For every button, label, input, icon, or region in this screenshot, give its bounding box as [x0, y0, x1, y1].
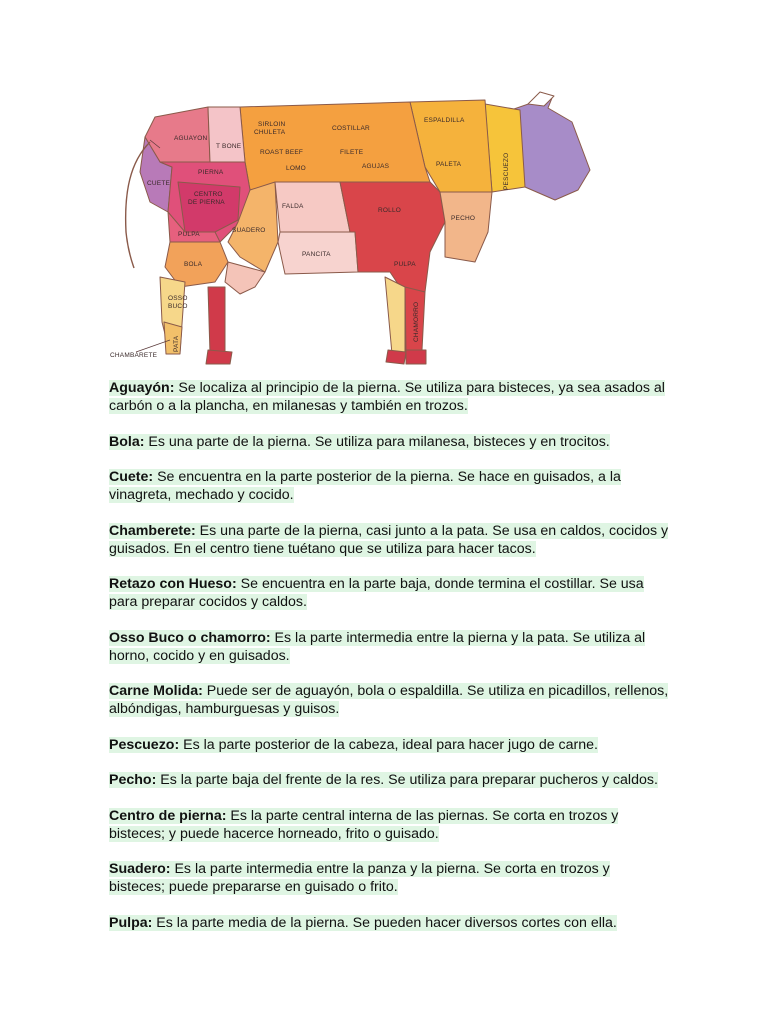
label-espaldilla: ESPALDILLA [424, 117, 465, 124]
label-sirloin: SIRLOIN [258, 121, 286, 128]
definition-term: Osso Buco o chamorro: [109, 629, 271, 646]
chambarete-pointer [136, 340, 170, 352]
label-centro-1: CENTRO [194, 191, 223, 198]
label-tbone: T BONE [216, 143, 242, 150]
label-roastbeef: ROAST BEEF [260, 149, 304, 156]
label-pescuezo: PESCUEZO [503, 152, 510, 190]
definition-chamberete [109, 522, 669, 558]
definition-text: Es una parte de la pierna. Se utiliza para milanesa, bisteces y en trocitos. [144, 433, 610, 450]
definition-pescuezo [109, 736, 669, 754]
definition-pecho [109, 771, 669, 789]
label-chambarete: CHAMBARETE [110, 352, 158, 359]
definition-term: Cuete: [109, 469, 154, 485]
definition-pulpa [109, 914, 669, 932]
label-rollo: ROLLO [378, 207, 402, 214]
definition-text: Puede ser de aguayón, bola o espaldilla. Se utiliza en picadillos, rellenos, albóndigas, hamburguesas y guisos. [109, 683, 669, 717]
definition-osso-buco [109, 629, 669, 665]
definition-text: Se encuentra en la parte posterior de la pierna. Se hace en guisados, a la vinagreta, mechado y cocido. [109, 469, 621, 503]
cow-illustration [100, 82, 620, 382]
label-buco: BUCO [168, 303, 188, 310]
label-bola: BOLA [184, 261, 203, 268]
definition-term: Pecho: [109, 772, 157, 788]
label-costillar: COSTILLAR [332, 125, 370, 132]
label-osso: OSSO [168, 295, 188, 302]
hoof-hind [206, 350, 232, 364]
definition-aguayon [109, 379, 669, 415]
label-pulpa-front: PULPA [394, 261, 416, 268]
hoof-front-2 [406, 350, 426, 364]
definition-text: Es la parte posterior de la cabeza, ideal para hacer jugo de carne. [179, 736, 598, 753]
definition-text: Se encuentra en la parte baja, donde termina el costillar. Se usa para preparar cocidos y caldos. [109, 576, 644, 610]
definition-text: Es la parte intermedia entre la pierna y la pata. Se utiliza al horno, cocido y en guisados. [109, 629, 646, 664]
label-pancita: PANCITA [302, 251, 331, 258]
label-agujas: AGUJAS [362, 163, 390, 170]
definition-text: Es una parte de la pierna, casi junto a la pata. Se usa en caldos, cocidos y guisados. En el centro tiene tuétano que se utiliza para hacer tacos. [109, 522, 669, 557]
definition-text: Es la parte intermedia entre la panza y la pierna. Se corta en trozos y bisteces; puede prepararse en guisado o frito. [109, 861, 610, 895]
definition-carne-molida [109, 682, 669, 718]
definition-text: Se localiza al principio de la pierna. Se utiliza para bisteces, ya sea asados al carbón o a la plancha, en milanesas y también en trozos. [109, 380, 665, 414]
label-lomo: LOMO [286, 165, 306, 172]
definition-bola [109, 433, 669, 451]
hoof-front-1 [386, 350, 406, 364]
definition-term: Aguayón: [109, 380, 175, 396]
definition-term: Carne Molida: [109, 683, 203, 699]
region-rollo [340, 182, 445, 292]
label-centro-2: DE PIERNA [188, 199, 225, 206]
definitions-list [109, 379, 669, 949]
label-pecho: PECHO [451, 215, 476, 222]
definition-text: Es la parte media de la pierna. Se pueden hacer diversos cortes con ella. [152, 914, 617, 931]
definition-text: Es la parte baja del frente de la res. Se utiliza para preparar pucheros y caldos. [156, 772, 658, 788]
label-suadero: SUADERO [232, 227, 266, 234]
region-tbone [208, 107, 245, 162]
label-pata: PATA [173, 335, 180, 352]
definition-cuete [109, 468, 669, 504]
front-leg-1 [385, 277, 405, 354]
definition-term: Centro de pierna: [109, 807, 227, 824]
label-paleta: PALETA [436, 161, 462, 168]
label-chamorro: CHAMORRO [413, 301, 420, 342]
hind-leg-2 [208, 287, 225, 354]
label-pierna: PIERNA [198, 169, 224, 176]
region-sirloin [240, 102, 430, 190]
definition-term: Chamberete: [109, 522, 196, 539]
label-cuete: CUETE [147, 180, 171, 187]
region-pecho [440, 192, 492, 262]
definition-retazo [109, 575, 669, 611]
definition-text: Es la parte central interna de las piernas. Se corta en trozos y bisteces; y puede hacerce horneado, frito o guisado. [109, 807, 619, 842]
definition-term: Suadero: [109, 861, 171, 877]
definition-term: Pulpa: [109, 914, 153, 931]
label-falda: FALDA [282, 203, 304, 210]
beef-cuts-diagram [100, 82, 620, 382]
label-filete: FILETE [340, 149, 364, 156]
label-pulpa-hind: PULPA [178, 231, 200, 238]
label-aguayon: AGUAYON [174, 135, 208, 142]
definition-term: Bola: [109, 433, 145, 450]
label-chuleta: CHULETA [254, 129, 286, 136]
definition-centro-pierna [109, 807, 669, 843]
definition-term: Pescuezo: [109, 736, 180, 753]
definition-term: Retazo con Hueso: [109, 576, 237, 592]
definition-suadero [109, 860, 669, 896]
